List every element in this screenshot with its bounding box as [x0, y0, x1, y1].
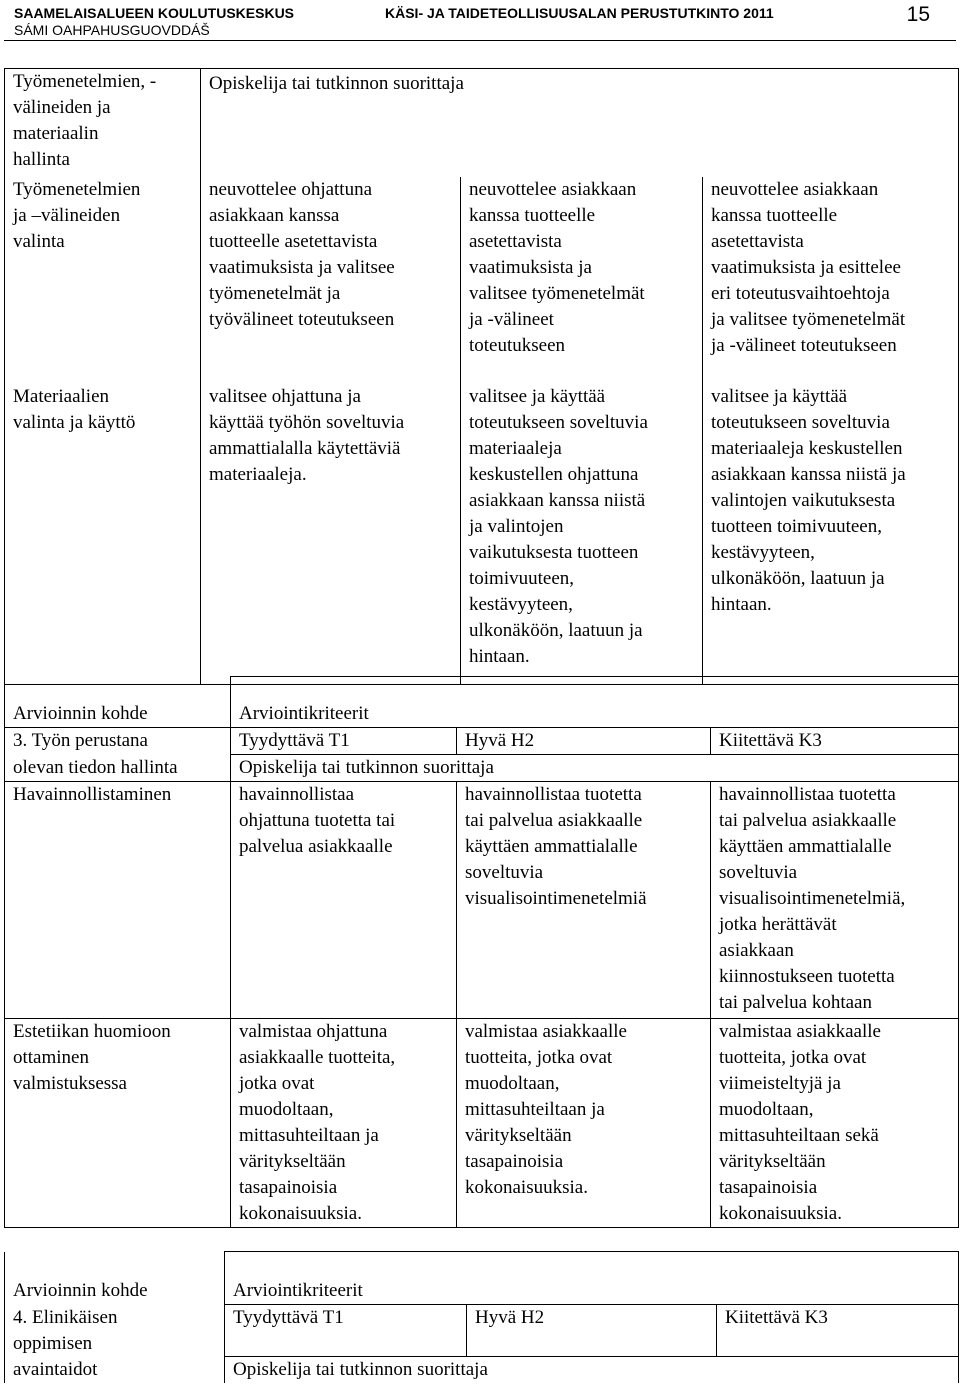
section3-table	[4, 676, 959, 1228]
criteria-k3: havainnollistaa tuotetta tai palvelua asiakkaalle käyttäen ammattialalle soveltuvia visualisointimenetelmiä, jotka herättävät asiakkaan kiinnostukseen tuotetta tai palvelua kohtaan	[711, 782, 959, 1019]
org-name-line1: SAAMELAISALUEEN KOULUTUSKESKUS	[14, 5, 295, 21]
student-label: Opiskelija tai tutkinnon suorittaja	[225, 1356, 959, 1383]
target-work-methods: Työmenetelmien ja –välineiden valinta	[5, 177, 201, 384]
criteria-t1: neuvottelee ohjattuna asiakkaan kanssa tuotteelle asetettavista vaatimuksista ja valitsee työmenetelmät ja työvälineet toteutukseen	[201, 177, 461, 384]
student-label: Opiskelija tai tutkinnon suorittaja	[231, 755, 959, 782]
criteria-label: Arviointikriteerit	[225, 1252, 959, 1305]
criteria-h2: valitsee ja käyttää toteutukseen soveltuvia materiaaleja keskustellen ohjattuna asiakkaan kanssa niistä ja valintojen vaikutuksesta tuotteen toimivuuteen, kestävyyteen, ulkonäköön, laatuun ja hintaan.	[461, 384, 703, 685]
criteria-h2: neuvottelee asiakkaan kanssa tuotteelle asetettavista vaatimuksista ja valitsee työmenetelmät ja -välineet toteutukseen	[461, 177, 703, 384]
grade-h2: Hyvä H2	[467, 1305, 717, 1357]
criteria-label: Arviointikriteerit	[231, 677, 959, 728]
target-visualization: Havainnollistaminen	[5, 782, 231, 1019]
page-number: 15	[906, 3, 930, 26]
student-label: Opiskelija tai tutkinnon suorittaja	[201, 69, 959, 178]
assessment-target-label: Arvioinnin kohde	[5, 677, 231, 728]
area-title-line2: olevan tiedon hallinta	[5, 755, 231, 782]
grade-k3: Kiitettävä K3	[717, 1305, 959, 1357]
target-materials: Materiaalien valinta ja käyttö	[5, 384, 201, 685]
org-name	[14, 5, 294, 39]
criteria-h2: valmistaa asiakkaalle tuotteita, jotka ovat muodoltaan, mittasuhteiltaan ja väritykseltään tasapainoisia kokonaisuuksia.	[457, 1019, 711, 1228]
header-divider	[4, 40, 956, 41]
grade-k3: Kiitettävä K3	[711, 728, 959, 755]
target-aesthetics: Estetiikan huomioon ottaminen valmistuksessa	[5, 1019, 231, 1228]
area-title: 4. Elinikäisen oppimisen avaintaidot	[5, 1305, 225, 1383]
area-title-line1: 3. Työn perustana	[5, 728, 231, 755]
section4-table	[4, 1251, 959, 1383]
section2-table	[4, 68, 959, 685]
area-title: Työmenetelmien, - välineiden ja materiaalin hallinta	[5, 69, 201, 178]
grade-t1: Tyydyttävä T1	[225, 1305, 467, 1357]
criteria-k3: valmistaa asiakkaalle tuotteita, jotka ovat viimeisteltyjä ja muodoltaan, mittasuhteiltaan sekä väritykseltään tasapainoisia kokonaisuuksia.	[711, 1019, 959, 1228]
assessment-target-label: Arvioinnin kohde	[5, 1252, 225, 1305]
degree-title: KÄSI- JA TAIDETEOLLISUUSALAN PERUSTUTKINTO 2011	[385, 5, 774, 21]
criteria-t1: valmistaa ohjattuna asiakkaalle tuotteita, jotka ovat muodoltaan, mittasuhteiltaan ja väritykseltään tasapainoisia kokonaisuuksia.	[231, 1019, 457, 1228]
criteria-t1: havainnollistaa ohjattuna tuotetta tai palvelua asiakkaalle	[231, 782, 457, 1019]
criteria-k3: valitsee ja käyttää toteutukseen soveltuvia materiaaleja keskustellen asiakkaan kanssa niistä ja valintojen vaikutuksesta tuotteen toimivuuteen, kestävyyteen, ulkonäköön, laatuun ja hintaan.	[703, 384, 959, 685]
criteria-k3: neuvottelee asiakkaan kanssa tuotteelle asetettavista vaatimuksista ja esittelee eri toteutusvaihtoehtoja ja valitsee työmenetelmät ja -välineet toteutukseen	[703, 177, 959, 384]
criteria-h2: havainnollistaa tuotetta tai palvelua asiakkaalle käyttäen ammattialalle soveltuvia visualisointimenetelmiä	[457, 782, 711, 1019]
grade-t1: Tyydyttävä T1	[231, 728, 457, 755]
org-name-line2: SÁMI OAHPAHUSGUOVDDÁŠ	[14, 22, 210, 38]
criteria-t1: valitsee ohjattuna ja käyttää työhön soveltuvia ammattialalla käytettäviä materiaaleja.	[201, 384, 461, 685]
grade-h2: Hyvä H2	[457, 728, 711, 755]
